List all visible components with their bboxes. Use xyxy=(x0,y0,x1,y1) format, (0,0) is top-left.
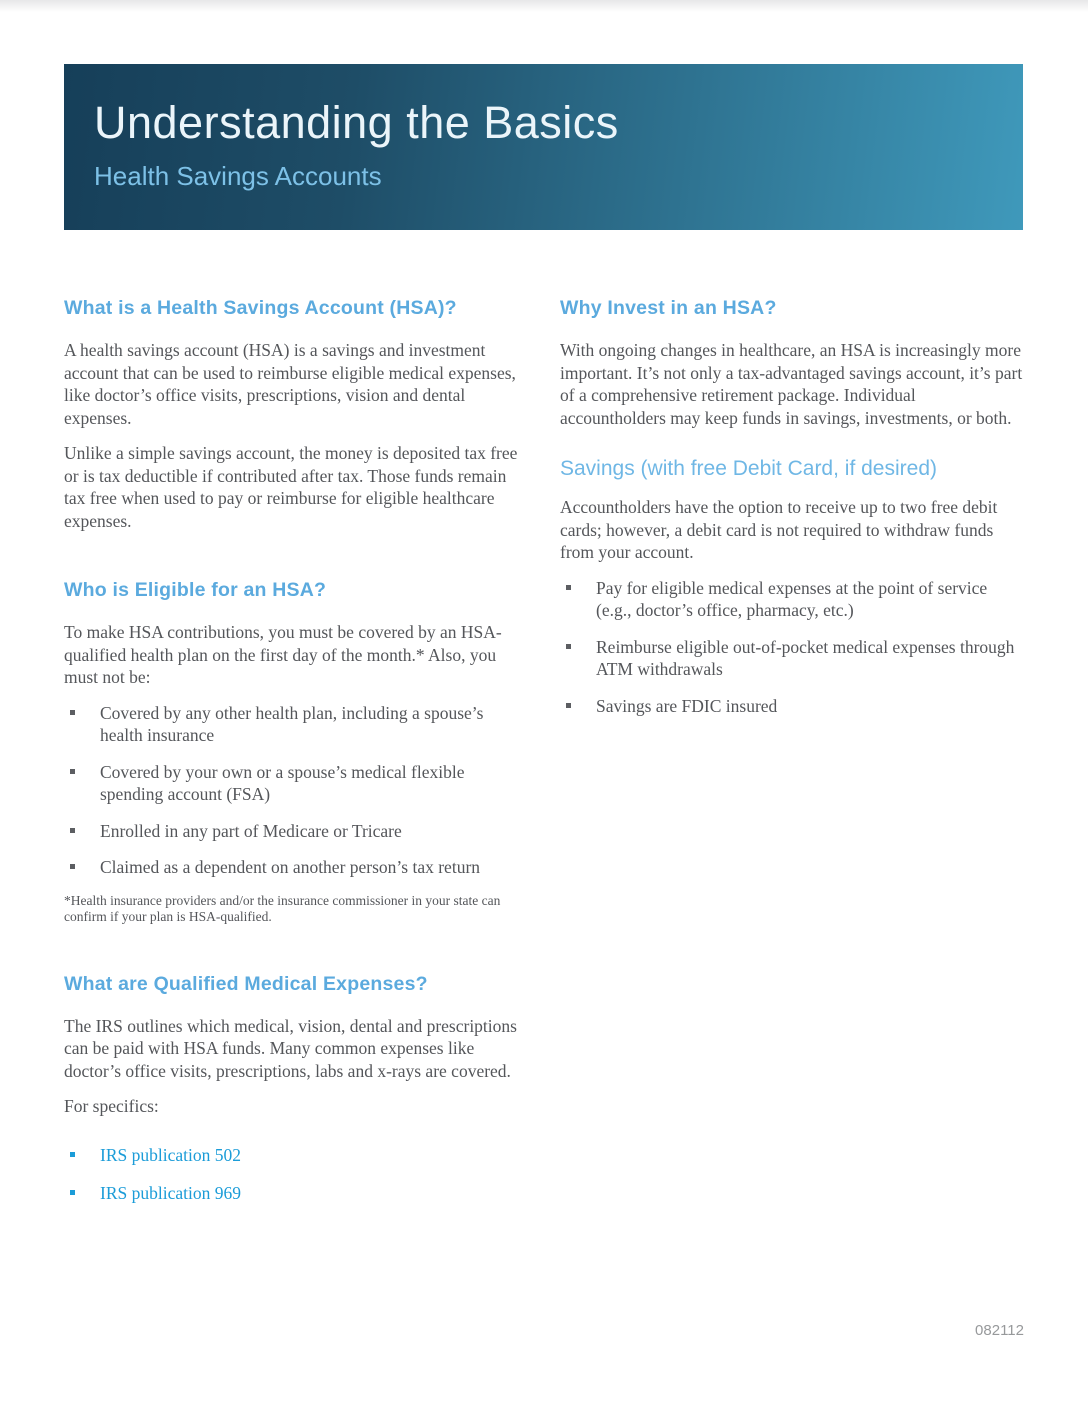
lead-in-text: For specifics: xyxy=(64,1096,159,1116)
list-item-text: Covered by any other health plan, including a spouse’s health insurance xyxy=(100,702,484,745)
paragraph: With ongoing changes in healthcare, an HSA is increasingly more important. It’s not only a tax-advantaged savings account, it’s part of a comprehensive retirement package. Individual accountholders may keep funds in savings, investments, or both. xyxy=(560,340,1023,428)
left-column xyxy=(64,296,528,1221)
paragraph: The IRS outlines which medical, vision, dental and prescriptions can be paid with HSA funds. Many common expenses like doctor’s office visits, prescriptions, labs and x-rays are covered. xyxy=(64,1015,517,1081)
list-item xyxy=(64,1182,528,1205)
paragraph: A health savings account (HSA) is a savings and investment account that can be used to reimburse eligible medical expenses, like doctor’s office visits, prescriptions, vision and dental expenses. xyxy=(64,340,516,428)
irs-publication-969-link[interactable]: IRS publication 969 xyxy=(100,1183,241,1203)
spacer xyxy=(64,1131,528,1138)
list-item xyxy=(560,636,1024,681)
page-title: Understanding the Basics xyxy=(94,97,619,148)
list-item-text: Enrolled in any part of Medicare or Tricare xyxy=(100,820,402,841)
list-item xyxy=(64,761,528,806)
section-eligibility xyxy=(64,578,528,926)
section-heading-eligibility: Who is Eligible for an HSA? xyxy=(64,579,327,601)
bullet-square-icon xyxy=(70,769,75,774)
bullet-square-icon xyxy=(70,710,75,715)
header-banner xyxy=(64,64,1023,230)
list-item xyxy=(64,702,528,747)
list-item xyxy=(64,1144,528,1167)
bullet-square-icon xyxy=(566,585,571,590)
list-item xyxy=(64,820,528,843)
section-what-is-hsa xyxy=(64,296,528,532)
list-item-text: Covered by your own or a spouse’s medical flexible spending account (FSA) xyxy=(100,761,465,804)
bullet-square-icon xyxy=(566,644,571,649)
list-item-text: Savings are FDIC insured xyxy=(596,695,778,716)
eligibility-footnote: *Health insurance providers and/or the insurance commissioner in your state can confirm if your plan is HSA-qualified. xyxy=(64,892,501,924)
section-savings-debit-card xyxy=(560,456,1024,717)
paragraph: Unlike a simple savings account, the money is deposited tax free or is tax deductible if contributed after tax. Those funds remain tax free when used to pay or reimburse for eligible healthcare expenses. xyxy=(64,443,518,531)
document-date-code: 082112 xyxy=(975,1322,1024,1339)
paragraph: Accountholders have the option to receive up to two free debit cards; however, a debit card is not required to withdraw funds from your account. xyxy=(560,497,998,562)
bullet-square-icon xyxy=(70,828,75,833)
list-item xyxy=(560,695,1024,718)
list-item xyxy=(64,856,528,879)
irs-publication-502-link[interactable]: IRS publication 502 xyxy=(100,1144,241,1165)
sub-heading-savings: Savings (with free Debit Card, if desired) xyxy=(560,457,937,480)
list-item-text: Reimburse eligible out-of-pocket medical expenses through ATM withdrawals xyxy=(596,636,1015,679)
eligibility-bullet-list xyxy=(64,702,528,879)
section-qualified-expenses xyxy=(64,972,528,1205)
savings-bullet-list xyxy=(560,577,1024,718)
section-why-invest xyxy=(560,296,1024,429)
bullet-square-icon xyxy=(70,1152,75,1157)
list-item-text: Claimed as a dependent on another person’s tax return xyxy=(100,857,481,877)
page-subtitle: Health Savings Accounts xyxy=(94,161,382,191)
right-column xyxy=(560,296,1024,1221)
irs-publication-link-list xyxy=(64,1144,528,1205)
section-heading-what-is-hsa: What is a Health Savings Account (HSA)? xyxy=(64,297,457,319)
bullet-square-icon xyxy=(70,1190,75,1195)
content-columns xyxy=(64,296,1024,1221)
list-item-text: Pay for eligible medical expenses at the point of service (e.g., doctor’s office, pharmacy, etc.) xyxy=(596,577,988,620)
paragraph: To make HSA contributions, you must be covered by an HSA-qualified health plan on the first day of the month.* Also, you must not be: xyxy=(64,622,502,687)
bullet-square-icon xyxy=(566,703,571,708)
section-heading-why-invest: Why Invest in an HSA? xyxy=(560,297,777,319)
bullet-square-icon xyxy=(70,864,75,869)
section-heading-qualified-expenses: What are Qualified Medical Expenses? xyxy=(64,972,428,995)
list-item xyxy=(560,577,1024,622)
